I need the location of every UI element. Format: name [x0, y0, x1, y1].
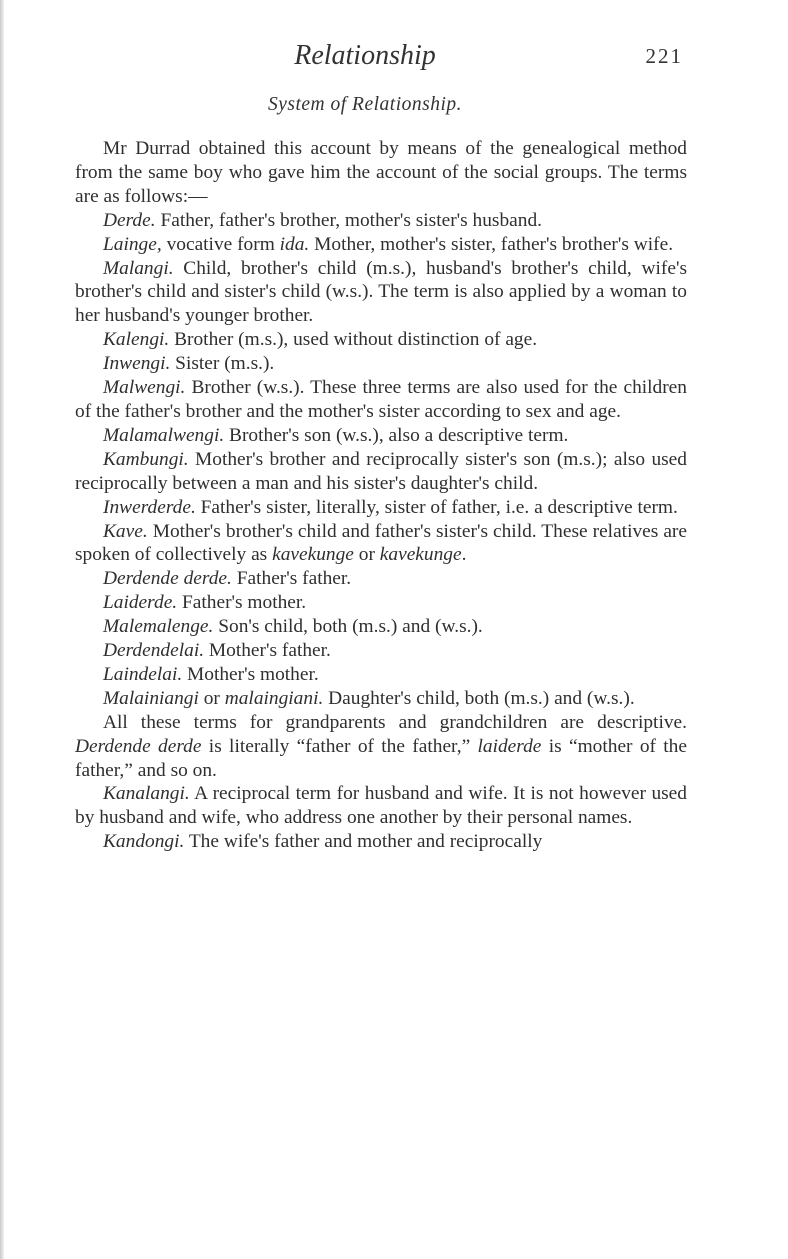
definition: Father's father.	[231, 568, 352, 590]
definition: Brother (w.s.). These three terms are also used for the children of the father's brother and the mother's sister according to sex and age.	[75, 377, 687, 422]
term: Derdende derde	[75, 735, 202, 757]
entry-malangi	[75, 257, 687, 329]
definition: Father, father's brother, mother's sister's husband.	[155, 209, 543, 231]
term: Inwerderde.	[103, 496, 196, 518]
note-text: is literally “father of the father,”	[201, 735, 478, 757]
definition: A reciprocal term for husband and wife. It is not however used by husband and wife, who address one another by their personal names.	[75, 783, 687, 829]
term: Derdende derde.	[103, 568, 232, 590]
definition: Mother's mother.	[182, 663, 319, 685]
page-edge-shadow	[0, 0, 4, 1259]
term: laiderde	[477, 735, 542, 757]
entry-kambungi	[75, 448, 687, 496]
definition: Sister (m.s.).	[170, 353, 275, 375]
entry-malemalenge	[75, 615, 687, 639]
note-text: All these terms for grandparents and grandchildren are descriptive.	[103, 711, 687, 733]
term: Laiderde.	[103, 592, 178, 614]
definition: Son's child, both (m.s.) and (w.s.).	[213, 616, 483, 638]
term: Laindelai.	[103, 663, 183, 685]
intro-paragraph: Mr Durrad obtained this account by means of the genealogical method from the same boy who gave him the account of the social groups. The terms are as follows:—	[75, 138, 687, 207]
page-number: 221	[645, 44, 683, 68]
entry-malainiangi	[75, 687, 687, 711]
term-variant: malaingiani.	[224, 687, 324, 709]
term: Kanalangi.	[103, 783, 190, 805]
term-variant: ida.	[279, 233, 310, 255]
term: Derdendelai.	[103, 640, 205, 662]
term: Kandongi.	[103, 831, 185, 853]
entry-kalengi	[75, 328, 687, 352]
entry-derde	[75, 209, 687, 233]
definition: Child, brother's child (m.s.), husband's brother's child, wife's brother's child and sister's child (w.s.). The term is also applied by a woman to her husband's younger brother.	[75, 257, 687, 327]
entry-laiderde	[75, 591, 687, 615]
definition: The wife's father and mother and reciprocally	[184, 831, 543, 853]
term: Kave.	[103, 520, 148, 542]
entry-kave	[75, 520, 687, 568]
entry-inwerderde	[75, 496, 687, 520]
definition: Daughter's child, both (m.s.) and (w.s.).	[323, 687, 635, 709]
note-text: is “mother of the father,” and so on.	[75, 735, 687, 781]
term: Derde.	[103, 209, 156, 231]
term: Malangi.	[103, 257, 174, 279]
definition: Brother's son (w.s.), also a descriptive term.	[224, 424, 569, 446]
term-collective-alt: kavekunge	[379, 544, 462, 566]
entry-derdende-derde	[75, 567, 687, 591]
definition: Father's mother.	[177, 592, 307, 614]
term: Malwengi.	[103, 377, 186, 399]
punctuation: .	[461, 544, 467, 566]
definition: Father's sister, literally, sister of father, i.e. a descriptive term.	[195, 496, 678, 518]
term: Lainge,	[103, 233, 162, 255]
definition: Brother (m.s.), used without distinction of age.	[169, 329, 538, 351]
term: Inwengi.	[103, 353, 171, 375]
term: Kambungi.	[103, 448, 189, 470]
running-title: Relationship	[294, 40, 436, 71]
term: Malainiangi	[103, 687, 199, 709]
entry-derdendelai	[75, 639, 687, 663]
body-text	[75, 137, 687, 854]
running-header	[0, 36, 788, 76]
term: Malamalwengi.	[103, 424, 225, 446]
entry-malwengi	[75, 376, 687, 424]
definition: Mother's brother's child and father's sister's child. These relatives are spoken of collectively as	[75, 520, 687, 566]
connector: vocative form	[161, 233, 280, 255]
descriptive-note	[75, 711, 687, 783]
connector: or	[198, 687, 225, 709]
entry-inwengi	[75, 352, 687, 376]
section-title: System of Relationship.	[267, 94, 463, 115]
term-collective: kavekunge	[272, 544, 354, 566]
term: Malemalenge.	[103, 616, 214, 638]
entry-malamalwengi	[75, 424, 687, 448]
definition: Mother's father.	[204, 640, 331, 662]
term: Kalengi.	[103, 329, 170, 351]
entry-laindelai	[75, 663, 687, 687]
definition: Mother's brother and reciprocally sister's son (m.s.); also used reciprocally between a man and his sister's daughter's child.	[75, 448, 687, 494]
connector: or	[353, 544, 380, 566]
entry-lainge	[75, 233, 687, 257]
definition: Mother, mother's sister, father's brother's wife.	[309, 233, 674, 255]
entry-kandongi	[75, 830, 687, 854]
entry-kanalangi	[75, 782, 687, 830]
